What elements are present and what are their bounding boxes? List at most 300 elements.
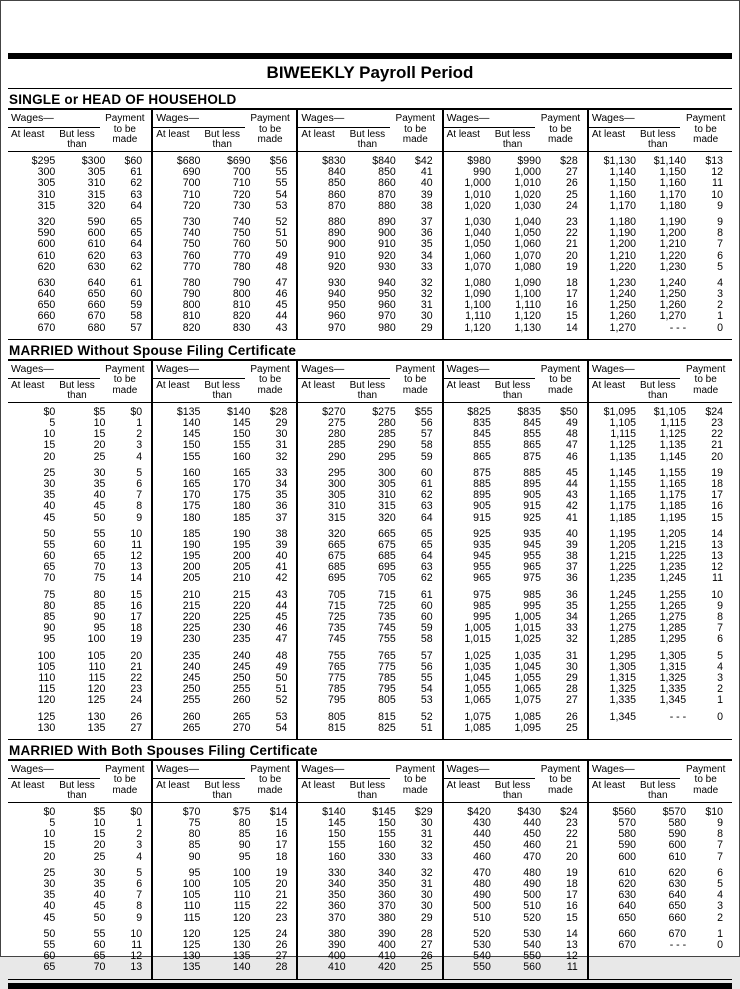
table-row bbox=[153, 684, 296, 695]
cell-but-less-than: 410 bbox=[378, 950, 396, 963]
table-row bbox=[153, 829, 296, 840]
cell-but-less-than: 70 bbox=[93, 961, 106, 974]
cell-at-least: 80 bbox=[43, 599, 56, 612]
cell-at-least: 340 bbox=[327, 878, 346, 890]
cell-at-least: 480 bbox=[473, 878, 491, 890]
table-row bbox=[153, 418, 296, 429]
table-row bbox=[589, 695, 732, 706]
cell-at-least: 1,100 bbox=[464, 299, 491, 312]
cell-but-less-than: 380 bbox=[378, 911, 396, 924]
cell-payment: 23 bbox=[711, 417, 724, 429]
cell-payment: 33 bbox=[420, 850, 433, 863]
cell-payment: 22 bbox=[130, 671, 143, 684]
cell-payment: $13 bbox=[705, 155, 724, 167]
cell-but-less-than: 190 bbox=[232, 527, 251, 540]
cell-but-less-than: 610 bbox=[87, 238, 106, 251]
table-row bbox=[153, 852, 296, 863]
table-row bbox=[298, 913, 441, 924]
row-group-1 bbox=[589, 407, 732, 463]
cell-but-less-than: 155 bbox=[232, 439, 251, 452]
cell-payment: 42 bbox=[566, 500, 578, 513]
cell-at-least: 590 bbox=[37, 227, 56, 240]
cell-payment: 49 bbox=[566, 417, 578, 429]
cell-payment: 36 bbox=[566, 588, 578, 601]
cell-payment: $0 bbox=[130, 405, 143, 418]
cell-payment: 57 bbox=[420, 649, 433, 662]
cell-but-less-than: 600 bbox=[668, 839, 687, 852]
table-row bbox=[444, 262, 587, 273]
cell-but-less-than: 540 bbox=[523, 938, 541, 951]
row-group-1 bbox=[444, 156, 587, 212]
cell-at-least: 1,105 bbox=[609, 417, 637, 429]
cell-at-least: 920 bbox=[327, 260, 346, 273]
cell-payment: 30 bbox=[420, 900, 433, 913]
cell-at-least: 690 bbox=[182, 166, 201, 179]
cell-payment: 52 bbox=[275, 215, 288, 228]
cell-at-least: 960 bbox=[327, 310, 346, 323]
cell-payment: 60 bbox=[420, 466, 433, 479]
wages-header-label: Wages— bbox=[589, 361, 681, 379]
cell-but-less-than: 305 bbox=[87, 166, 106, 179]
at-least-header-label: At least bbox=[11, 379, 45, 391]
cell-at-least: 735 bbox=[327, 622, 346, 635]
cell-but-less-than: 95 bbox=[238, 850, 251, 863]
table-row bbox=[153, 840, 296, 851]
cell-payment: 7 bbox=[717, 839, 724, 852]
cell-at-least: 305 bbox=[327, 489, 346, 502]
cell-payment: 6 bbox=[136, 477, 143, 490]
cell-at-least: 835 bbox=[473, 417, 491, 429]
cell-payment: 33 bbox=[420, 260, 433, 273]
cell-but-less-than: 1,275 bbox=[659, 611, 687, 623]
cell-but-less-than: 1,245 bbox=[659, 572, 687, 585]
row-group-5 bbox=[444, 651, 587, 707]
cell-at-least: 1,090 bbox=[464, 288, 491, 301]
cell-payment: 17 bbox=[566, 889, 578, 902]
table-row bbox=[444, 513, 587, 524]
table-row bbox=[153, 695, 296, 706]
row-group-3 bbox=[153, 529, 296, 585]
cell-payment: 32 bbox=[275, 450, 288, 463]
cell-but-less-than: 705 bbox=[378, 572, 396, 585]
cell-at-least: 1,020 bbox=[464, 199, 491, 212]
cell-but-less-than: 135 bbox=[232, 950, 251, 963]
table-row bbox=[8, 239, 151, 250]
cell-payment: 2 bbox=[717, 299, 724, 312]
at-least-header-label: At least bbox=[591, 129, 626, 140]
cell-but-less-than: 150 bbox=[378, 817, 396, 830]
cell-but-less-than: $140 bbox=[226, 405, 251, 418]
cell-payment: 56 bbox=[420, 660, 433, 673]
cell-at-least: 820 bbox=[182, 321, 201, 334]
cell-at-least: 660 bbox=[37, 310, 56, 323]
cell-but-less-than: 935 bbox=[523, 527, 541, 540]
cell-at-least: $140 bbox=[322, 805, 346, 818]
cell-at-least: 205 bbox=[182, 572, 201, 585]
cell-but-less-than: 1,195 bbox=[659, 511, 687, 524]
section-3 bbox=[8, 740, 732, 980]
cell-payment: 0 bbox=[717, 710, 724, 723]
cell-but-less-than: $990 bbox=[517, 155, 541, 167]
cell-at-least: 20 bbox=[43, 450, 56, 463]
cell-payment: 65 bbox=[420, 527, 433, 540]
cell-payment: 17 bbox=[130, 611, 143, 623]
cell-payment: 63 bbox=[420, 500, 433, 513]
cell-but-less-than: 1,160 bbox=[659, 177, 687, 190]
cell-payment: 54 bbox=[275, 188, 288, 201]
cell-but-less-than: 220 bbox=[232, 599, 251, 612]
payment-header-label: Payment to be made bbox=[395, 363, 435, 396]
table-row bbox=[8, 468, 151, 479]
cell-at-least: 90 bbox=[43, 622, 56, 635]
cell-payment: 48 bbox=[275, 649, 288, 662]
table-row bbox=[298, 251, 441, 262]
cell-but-less-than: 830 bbox=[232, 321, 251, 334]
cell-at-least: 1,035 bbox=[464, 660, 491, 673]
cell-at-least: 300 bbox=[327, 477, 346, 490]
table-row bbox=[589, 929, 732, 940]
column-header bbox=[298, 761, 441, 803]
table-row bbox=[153, 879, 296, 890]
cell-payment: 6 bbox=[136, 878, 143, 890]
table-row bbox=[8, 429, 151, 440]
cell-at-least: 715 bbox=[327, 599, 346, 612]
cell-but-less-than: 985 bbox=[523, 588, 541, 601]
cell-but-less-than: 30 bbox=[93, 866, 106, 879]
cell-at-least: 55 bbox=[43, 538, 56, 551]
cell-payment: 15 bbox=[566, 310, 578, 323]
cell-payment: 44 bbox=[275, 310, 288, 323]
cell-payment: 41 bbox=[420, 166, 433, 179]
but-less-than-header-label: But less than bbox=[204, 129, 240, 150]
cell-but-less-than: 135 bbox=[87, 721, 106, 734]
cell-payment: 60 bbox=[420, 599, 433, 612]
cell-but-less-than: 310 bbox=[87, 177, 106, 190]
cell-but-less-than: 15 bbox=[93, 828, 106, 841]
cell-but-less-than: 950 bbox=[378, 288, 396, 301]
cell-payment: 38 bbox=[420, 199, 433, 212]
cell-at-least: 1,030 bbox=[464, 215, 491, 228]
table-row bbox=[444, 323, 587, 334]
cell-at-least: 885 bbox=[473, 477, 491, 490]
cell-but-less-than: $5 bbox=[93, 805, 106, 818]
cell-but-less-than: 1,315 bbox=[659, 660, 687, 673]
row-group-3 bbox=[153, 278, 296, 334]
cell-payment: 48 bbox=[566, 428, 578, 441]
column-group-4 bbox=[442, 361, 587, 739]
cell-payment: 51 bbox=[420, 721, 433, 734]
cell-at-least: 115 bbox=[183, 911, 201, 924]
cell-but-less-than: 975 bbox=[523, 572, 541, 585]
cell-at-least: 1,115 bbox=[610, 428, 637, 441]
cell-but-less-than: 610 bbox=[668, 850, 687, 863]
cell-but-less-than: 725 bbox=[378, 599, 396, 612]
cell-at-least: 815 bbox=[327, 721, 346, 734]
cell-payment: 20 bbox=[566, 249, 578, 262]
cell-payment: 35 bbox=[420, 238, 433, 251]
cell-but-less-than: 160 bbox=[232, 450, 251, 463]
cell-payment: 4 bbox=[717, 660, 724, 673]
cell-payment: 1 bbox=[717, 927, 724, 940]
cell-at-least: 135 bbox=[182, 961, 201, 974]
cell-at-least: 945 bbox=[473, 550, 491, 563]
row-group-2 bbox=[8, 868, 151, 924]
table-row bbox=[589, 940, 732, 951]
cell-at-least: 1,085 bbox=[464, 721, 491, 734]
cell-but-less-than: 1,090 bbox=[514, 276, 541, 289]
cell-but-less-than: 795 bbox=[378, 683, 396, 696]
cell-but-less-than: 1,115 bbox=[660, 417, 687, 429]
row-group-4 bbox=[444, 590, 587, 646]
cell-but-less-than: 800 bbox=[232, 288, 251, 301]
cell-but-less-than: 350 bbox=[378, 878, 396, 890]
cell-but-less-than: 620 bbox=[87, 249, 106, 262]
cell-payment: 16 bbox=[130, 599, 143, 612]
cell-payment: $10 bbox=[705, 805, 724, 818]
cell-at-least: 40 bbox=[43, 900, 56, 913]
cell-payment: 15 bbox=[275, 817, 288, 830]
cell-but-less-than: 1,135 bbox=[659, 439, 687, 452]
table-row bbox=[298, 634, 441, 645]
cell-payment: 24 bbox=[130, 694, 143, 707]
cell-but-less-than: 590 bbox=[668, 828, 687, 841]
cell-at-least: 60 bbox=[43, 550, 56, 563]
table-row bbox=[8, 852, 151, 863]
cell-payment: 32 bbox=[420, 276, 433, 289]
cell-payment: 19 bbox=[711, 466, 724, 479]
cell-but-less-than: 1,110 bbox=[515, 299, 541, 312]
cell-but-less-than: 110 bbox=[233, 889, 251, 902]
cell-at-least: 370 bbox=[327, 911, 346, 924]
payment-header-label: Payment to be made bbox=[540, 113, 581, 145]
column-group-2 bbox=[151, 110, 296, 339]
cell-payment: 46 bbox=[275, 288, 288, 301]
cell-but-less-than: 1,325 bbox=[659, 671, 687, 684]
cell-but-less-than: - - - bbox=[669, 938, 687, 951]
cell-at-least: 390 bbox=[327, 938, 346, 951]
cell-but-less-than: 1,215 bbox=[659, 538, 687, 551]
cell-at-least: 1,245 bbox=[609, 588, 637, 601]
cell-but-less-than: 40 bbox=[93, 889, 106, 902]
table-row bbox=[153, 190, 296, 201]
cell-payment: 45 bbox=[566, 466, 578, 479]
wages-header-label: Wages— bbox=[8, 761, 100, 779]
table-row bbox=[153, 529, 296, 540]
cell-at-least: 915 bbox=[473, 511, 491, 524]
cell-payment: 12 bbox=[130, 950, 143, 963]
cell-payment: 31 bbox=[566, 649, 578, 662]
column-body bbox=[153, 403, 296, 739]
table-row bbox=[8, 695, 151, 706]
cell-payment: 57 bbox=[130, 321, 143, 334]
row-group-3 bbox=[444, 529, 587, 585]
cell-but-less-than: 560 bbox=[523, 961, 541, 974]
row-group-2 bbox=[8, 217, 151, 273]
cell-payment: 61 bbox=[130, 166, 143, 179]
at-least-header-label: At least bbox=[301, 379, 335, 391]
cell-at-least: 1,240 bbox=[609, 288, 637, 301]
cell-but-less-than: 550 bbox=[523, 950, 541, 963]
top-margin bbox=[8, 1, 732, 53]
cell-at-least: 1,070 bbox=[464, 260, 491, 273]
at-least-header-label: At least bbox=[301, 779, 335, 791]
cell-at-least: 285 bbox=[327, 439, 346, 452]
cell-but-less-than: 390 bbox=[378, 927, 396, 940]
cell-payment: 54 bbox=[275, 721, 288, 734]
cell-payment: 42 bbox=[275, 572, 288, 585]
but-less-than-header-label: But less than bbox=[349, 379, 386, 401]
table-row bbox=[298, 311, 441, 322]
payment-header-label: Payment to be made bbox=[250, 363, 290, 396]
column-header bbox=[444, 761, 587, 803]
cell-payment: 9 bbox=[136, 511, 143, 524]
cell-at-least: 30 bbox=[43, 477, 56, 490]
cell-payment: 9 bbox=[717, 215, 724, 228]
cell-but-less-than: 870 bbox=[378, 188, 396, 201]
cell-but-less-than: 80 bbox=[93, 588, 106, 601]
cell-at-least: 590 bbox=[618, 839, 637, 852]
cell-payment: 28 bbox=[420, 927, 433, 940]
cell-but-less-than: 735 bbox=[378, 611, 396, 623]
cell-but-less-than: 745 bbox=[378, 622, 396, 635]
cell-payment: 1 bbox=[136, 417, 143, 429]
cell-but-less-than: 315 bbox=[378, 500, 396, 513]
table-row bbox=[153, 612, 296, 623]
cell-payment: 62 bbox=[130, 177, 143, 190]
cell-at-least: 70 bbox=[43, 572, 56, 585]
row-group-5 bbox=[589, 651, 732, 707]
but-less-than-header-label: But less than bbox=[494, 129, 531, 150]
cell-payment: 39 bbox=[566, 538, 578, 551]
cell-but-less-than: 225 bbox=[232, 611, 251, 623]
cell-but-less-than: 1,335 bbox=[659, 683, 687, 696]
table-row bbox=[589, 239, 732, 250]
cell-at-least: 1,065 bbox=[464, 694, 491, 707]
column-group-2 bbox=[151, 761, 296, 979]
cell-but-less-than: 60 bbox=[93, 938, 106, 951]
cell-payment: 8 bbox=[136, 500, 143, 513]
table-row bbox=[8, 712, 151, 723]
cell-at-least: 630 bbox=[618, 889, 637, 902]
row-group-4 bbox=[298, 590, 441, 646]
cell-payment: 40 bbox=[566, 527, 578, 540]
cell-at-least: 1,025 bbox=[464, 649, 491, 662]
cell-payment: 3 bbox=[136, 839, 143, 852]
sub-header-row bbox=[153, 779, 248, 801]
sub-header-row bbox=[8, 779, 103, 801]
cell-but-less-than: 760 bbox=[232, 238, 251, 251]
cell-payment: 8 bbox=[717, 227, 724, 240]
cell-at-least: 1,170 bbox=[609, 199, 637, 212]
cell-but-less-than: 105 bbox=[232, 878, 251, 890]
table-row bbox=[589, 251, 732, 262]
table-row bbox=[8, 501, 151, 512]
wages-header-label: Wages— bbox=[8, 361, 100, 379]
table-row bbox=[153, 818, 296, 829]
cell-payment: $29 bbox=[414, 805, 433, 818]
table-row bbox=[444, 712, 587, 723]
column-header bbox=[589, 110, 732, 152]
cell-at-least: 720 bbox=[182, 199, 201, 212]
row-group-6 bbox=[153, 712, 296, 734]
cell-payment: 59 bbox=[420, 622, 433, 635]
row-group-1 bbox=[444, 407, 587, 463]
cell-payment: 3 bbox=[717, 671, 724, 684]
table-row bbox=[444, 951, 587, 962]
cell-at-least: 215 bbox=[182, 599, 201, 612]
cell-payment: 15 bbox=[130, 588, 143, 601]
cell-payment: 63 bbox=[420, 561, 433, 574]
row-group-3 bbox=[8, 929, 151, 974]
cell-payment: 11 bbox=[131, 938, 143, 951]
cell-but-less-than: 630 bbox=[87, 260, 106, 273]
cell-payment: $50 bbox=[560, 405, 578, 418]
cell-at-least: 100 bbox=[182, 878, 201, 890]
column-header bbox=[444, 110, 587, 152]
cell-payment: 38 bbox=[275, 527, 288, 540]
table-row bbox=[8, 879, 151, 890]
cell-at-least: 165 bbox=[182, 477, 201, 490]
column-group-1 bbox=[8, 361, 151, 739]
cell-but-less-than: 440 bbox=[523, 817, 541, 830]
cell-payment: 13 bbox=[566, 938, 578, 951]
row-group-4 bbox=[153, 590, 296, 646]
table-row bbox=[8, 573, 151, 584]
cell-payment: 62 bbox=[420, 489, 433, 502]
column-body bbox=[589, 152, 732, 339]
cell-but-less-than: 875 bbox=[523, 450, 541, 463]
row-group-3 bbox=[444, 929, 587, 974]
cell-payment: 64 bbox=[130, 199, 143, 212]
cell-at-least: 780 bbox=[182, 276, 201, 289]
cell-payment: 31 bbox=[420, 828, 433, 841]
cell-at-least: 105 bbox=[37, 660, 56, 673]
table-row bbox=[589, 323, 732, 334]
row-group-4 bbox=[8, 590, 151, 646]
cell-but-less-than: 1,035 bbox=[514, 649, 541, 662]
cell-but-less-than: 680 bbox=[87, 321, 106, 334]
cell-payment: 23 bbox=[566, 215, 578, 228]
cell-but-less-than: 295 bbox=[378, 450, 396, 463]
cell-payment: 30 bbox=[420, 310, 433, 323]
cell-but-less-than: 675 bbox=[378, 538, 396, 551]
cell-at-least: 295 bbox=[327, 466, 346, 479]
cell-at-least: $135 bbox=[176, 405, 201, 418]
cell-but-less-than: 115 bbox=[233, 900, 251, 913]
cell-at-least: 210 bbox=[182, 588, 201, 601]
cell-payment: 35 bbox=[275, 489, 288, 502]
cell-but-less-than: 980 bbox=[378, 321, 396, 334]
cell-payment: 64 bbox=[420, 550, 433, 563]
cell-at-least: 265 bbox=[182, 721, 201, 734]
cell-at-least: 65 bbox=[43, 561, 56, 574]
cell-payment: 65 bbox=[130, 215, 143, 228]
cell-payment: 5 bbox=[136, 866, 143, 879]
row-group-6 bbox=[444, 712, 587, 734]
but-less-than-header-label: But less than bbox=[59, 779, 95, 801]
cell-at-least: 230 bbox=[182, 633, 201, 646]
cell-payment: 2 bbox=[136, 428, 143, 441]
cell-payment: 37 bbox=[275, 511, 288, 524]
cell-but-less-than: 90 bbox=[238, 839, 251, 852]
column-body bbox=[444, 403, 587, 739]
cell-at-least: 50 bbox=[43, 527, 56, 540]
column-body bbox=[298, 152, 441, 339]
cell-but-less-than: 660 bbox=[87, 299, 106, 312]
table-row bbox=[8, 251, 151, 262]
table-row bbox=[444, 251, 587, 262]
cell-but-less-than: 1,305 bbox=[659, 649, 687, 662]
